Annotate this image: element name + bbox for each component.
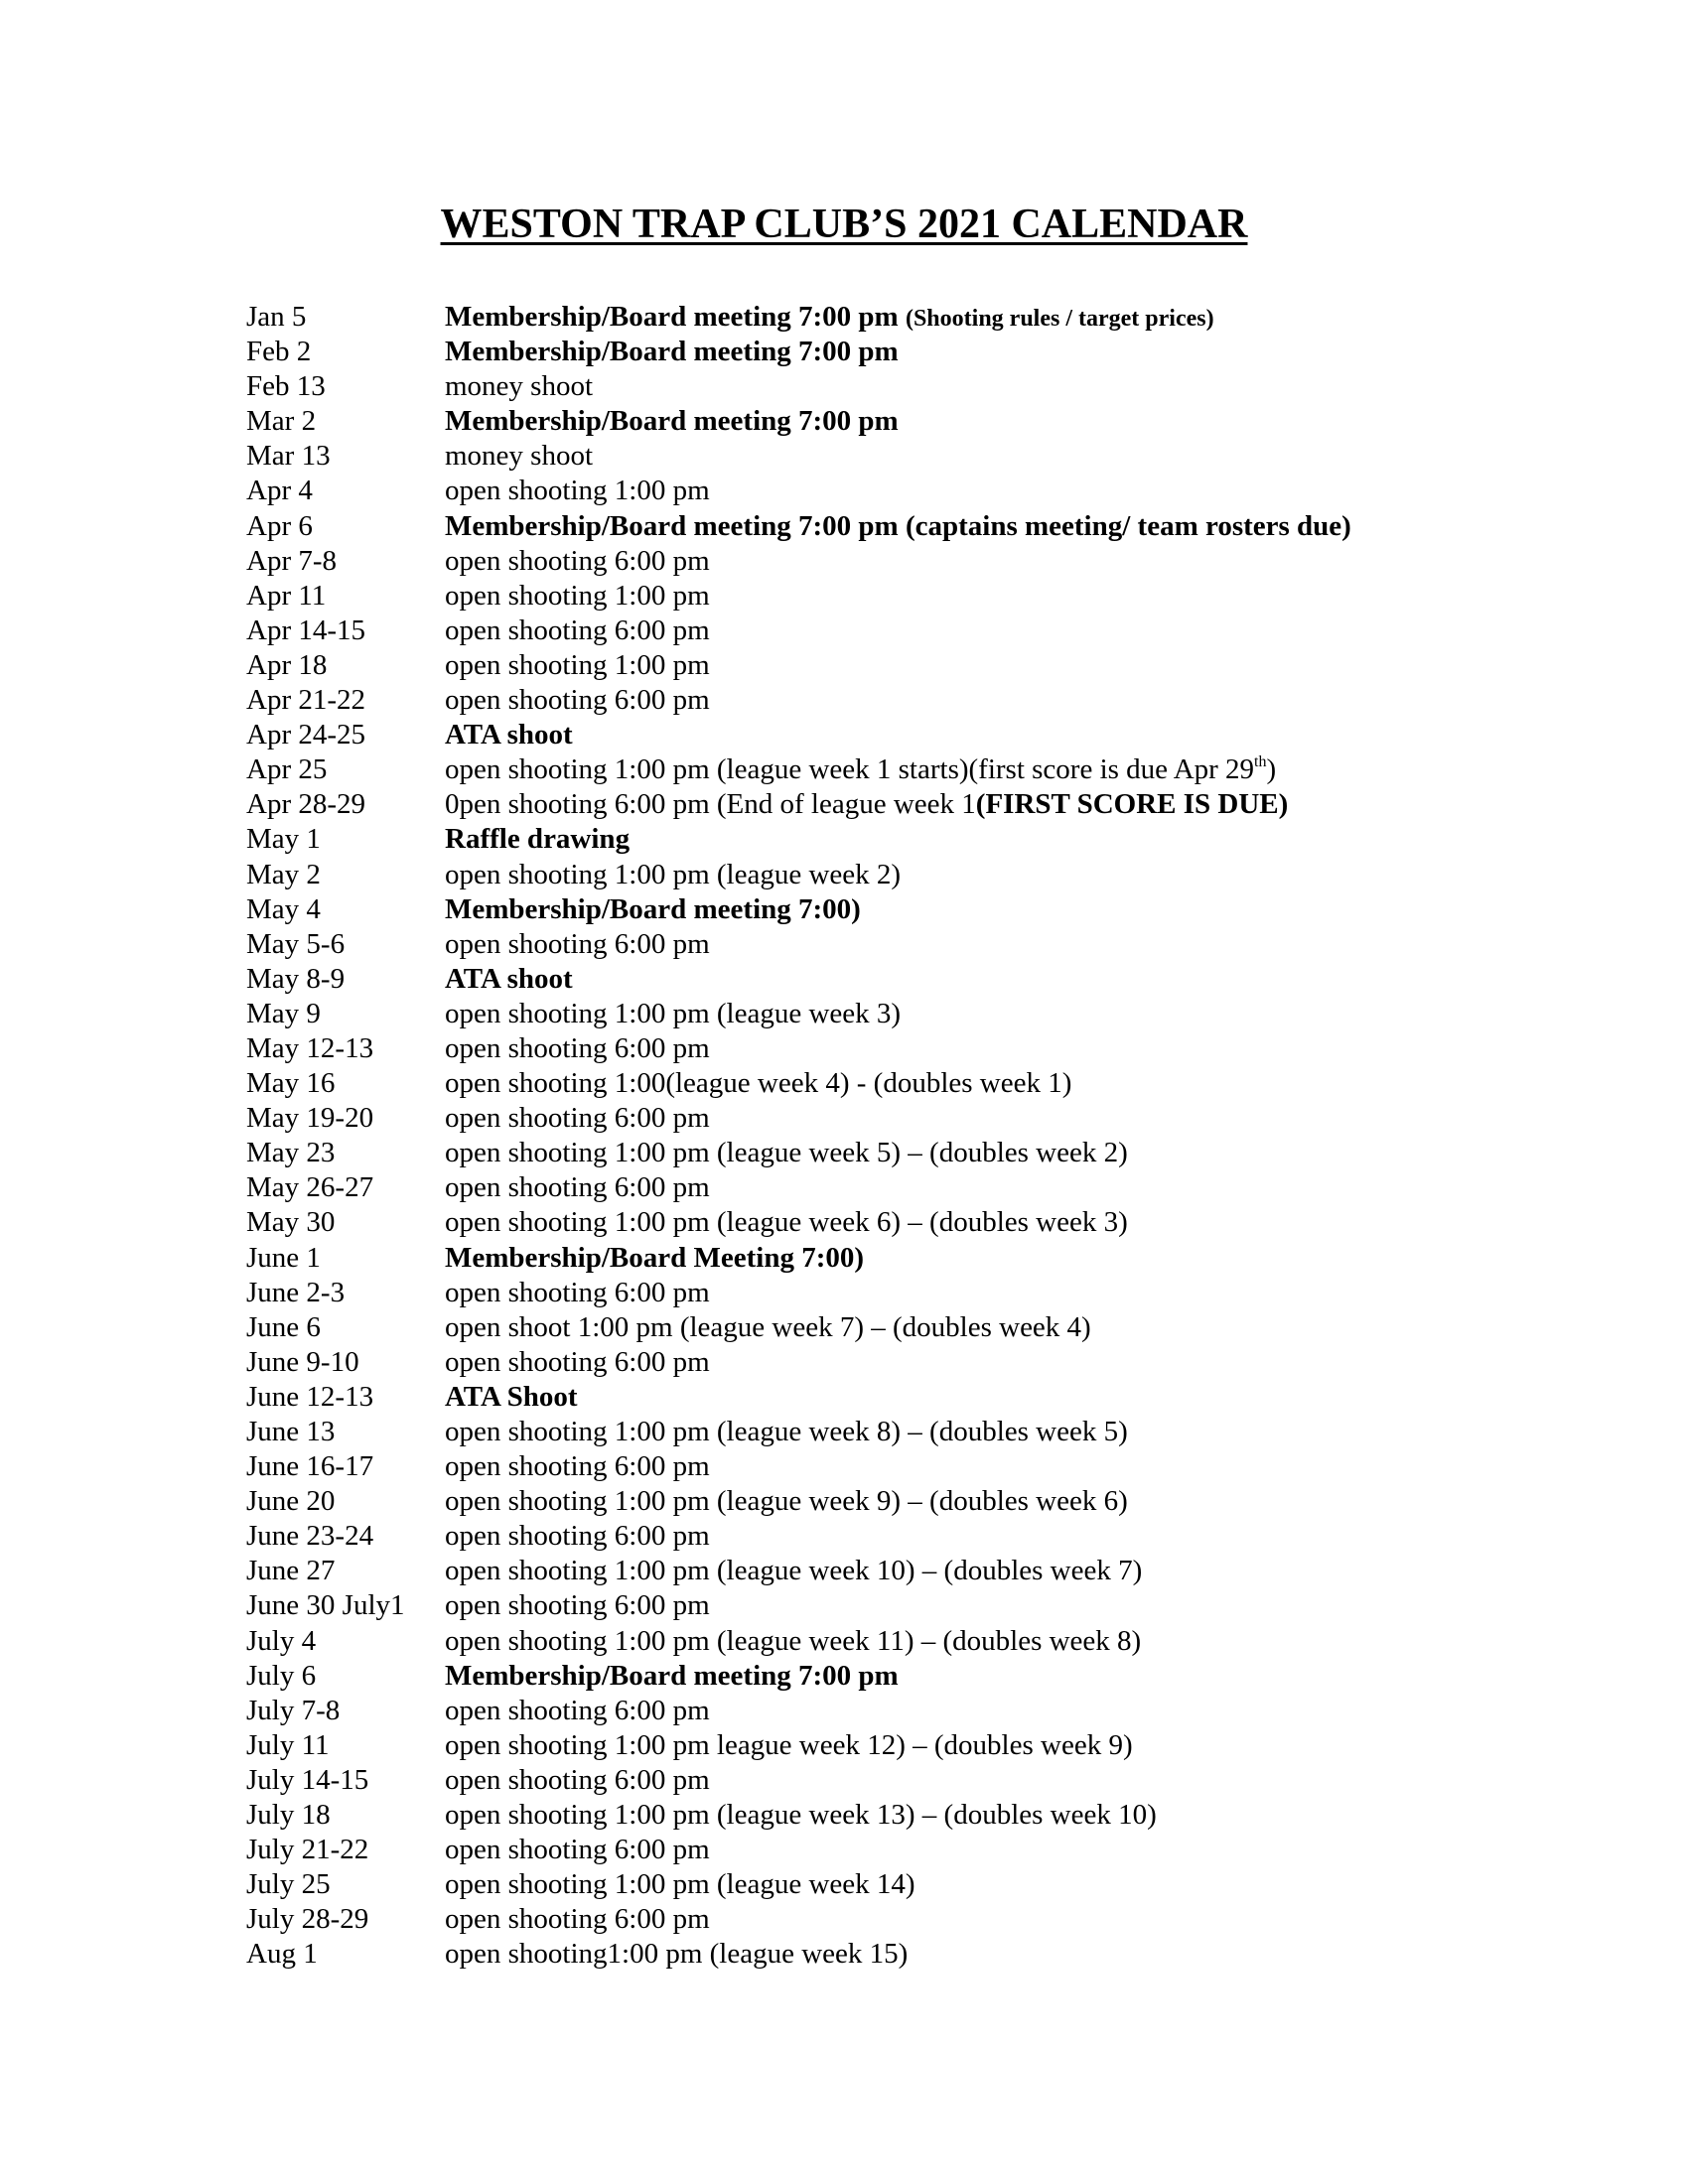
schedule-event	[445, 1798, 1537, 1833]
schedule-event	[445, 1659, 1537, 1694]
event-text: Raffle drawing	[445, 823, 631, 856]
event-text: open shooting 1:00 pm league week 12) – (doubles week 9)	[445, 1728, 1133, 1761]
schedule-row	[246, 1031, 1537, 1066]
schedule-date: July 18	[246, 1799, 331, 1832]
schedule-row	[246, 1449, 1537, 1484]
event-text: open shooting 6:00 pm	[445, 684, 710, 717]
schedule-row	[246, 439, 1537, 474]
schedule-row	[246, 962, 1537, 997]
schedule-date: Feb 2	[246, 336, 312, 368]
schedule-event	[445, 1588, 1537, 1623]
schedule-row	[246, 752, 1537, 787]
schedule-row	[246, 1205, 1537, 1240]
schedule-row	[246, 1170, 1537, 1205]
schedule-date: Jan 5	[246, 301, 307, 333]
schedule-row	[246, 718, 1537, 752]
schedule-date: May 5-6	[246, 927, 346, 960]
schedule-date: June 6	[246, 1310, 321, 1343]
schedule-date: May 4	[246, 892, 321, 925]
schedule-event	[445, 335, 1537, 369]
schedule-event	[445, 1484, 1537, 1519]
schedule-row	[246, 1066, 1537, 1101]
superscript-text: th	[1254, 752, 1267, 770]
event-text: open shooting 6:00 pm	[445, 1171, 710, 1204]
schedule-event	[445, 544, 1537, 579]
schedule-event	[445, 1170, 1537, 1205]
schedule-date: July 21-22	[246, 1834, 369, 1866]
schedule-event	[445, 927, 1537, 962]
schedule-date: Apr 18	[246, 648, 328, 681]
event-text: open shooting 1:00 pm (league week 3)	[445, 997, 902, 1029]
schedule-date: July 28-29	[246, 1903, 369, 1936]
schedule-date: Apr 4	[246, 475, 313, 507]
schedule-date: May 23	[246, 1137, 336, 1169]
schedule-date: Mar 13	[246, 440, 331, 473]
schedule-date: May 12-13	[246, 1031, 374, 1064]
event-text: open shooting 1:00(league week 4) - (doubles week 1)	[445, 1067, 1072, 1100]
event-text: open shooting1:00 pm (league week 15)	[445, 1938, 909, 1971]
event-text: open shooting 6:00 pm	[445, 1520, 710, 1553]
schedule-row	[246, 369, 1537, 404]
schedule-date: Apr 11	[246, 579, 327, 612]
schedule-date: July 7-8	[246, 1694, 341, 1726]
event-text: open shooting 6:00 pm	[445, 614, 710, 646]
schedule-event	[445, 1415, 1537, 1449]
schedule-event	[445, 683, 1537, 718]
event-text: open shooting 1:00 pm	[445, 579, 710, 612]
event-text: open shooting 1:00 pm (league week 10) – (doubles week 7)	[445, 1555, 1143, 1587]
schedule-event	[445, 752, 1537, 787]
event-text: open shooting 6:00 pm	[445, 1834, 710, 1866]
schedule-date: July 11	[246, 1728, 330, 1761]
schedule-date: May 16	[246, 1067, 336, 1100]
event-text: Membership/Board Meeting 7:00)	[445, 1241, 865, 1274]
schedule-event	[445, 648, 1537, 683]
event-text: open shooting 1:00 pm (league week 6) – (doubles week 3)	[445, 1206, 1128, 1239]
schedule-event	[445, 474, 1537, 508]
schedule-row	[246, 648, 1537, 683]
schedule-row	[246, 858, 1537, 892]
event-text: open shooting 6:00 pm	[445, 1276, 710, 1308]
schedule-date: May 19-20	[246, 1102, 374, 1135]
schedule-row	[246, 927, 1537, 962]
event-text: Membership/Board meeting 7:00 pm	[445, 1659, 899, 1692]
schedule-event	[445, 509, 1537, 544]
schedule-row	[246, 1867, 1537, 1902]
schedule-date: Apr 21-22	[246, 684, 366, 717]
schedule-date: June 20	[246, 1485, 336, 1518]
schedule-event	[445, 1031, 1537, 1066]
schedule-date: Aug 1	[246, 1938, 318, 1971]
event-text: open shooting 1:00 pm (league week 14)	[445, 1868, 915, 1901]
schedule-row	[246, 1380, 1537, 1415]
schedule-date: June 1	[246, 1241, 321, 1274]
schedule-row	[246, 1310, 1537, 1345]
event-text: Membership/Board meeting 7:00 pm	[445, 301, 906, 333]
schedule-event	[445, 369, 1537, 404]
schedule-date: May 8-9	[246, 962, 346, 995]
schedule-event	[445, 1066, 1537, 1101]
schedule-event	[445, 579, 1537, 614]
event-text: open shooting 6:00 pm	[445, 1345, 710, 1378]
schedule-date: Mar 2	[246, 405, 317, 438]
schedule-row	[246, 683, 1537, 718]
schedule-event	[445, 1276, 1537, 1310]
schedule-event	[445, 1519, 1537, 1554]
schedule-event	[445, 787, 1537, 822]
schedule-event	[445, 1136, 1537, 1170]
schedule-event	[445, 1241, 1537, 1276]
schedule-event	[445, 1728, 1537, 1763]
schedule-date: June 13	[246, 1416, 336, 1447]
schedule-row	[246, 1484, 1537, 1519]
event-text: Membership/Board meeting 7:00 pm (captains meeting/ team rosters due)	[445, 509, 1351, 542]
schedule-date: May 30	[246, 1206, 336, 1239]
schedule-row	[246, 1902, 1537, 1937]
schedule-event	[445, 1205, 1537, 1240]
event-text: open shooting 1:00 pm	[445, 475, 710, 507]
schedule-row	[246, 1624, 1537, 1659]
event-text: open shooting 6:00 pm	[445, 1589, 710, 1622]
schedule-row	[246, 1659, 1537, 1694]
schedule-row	[246, 1763, 1537, 1798]
schedule-row	[246, 822, 1537, 857]
schedule-row	[246, 1519, 1537, 1554]
event-text: open shooting 1:00 pm	[445, 648, 710, 681]
event-text: open shooting 6:00 pm	[445, 1903, 710, 1936]
schedule-event	[445, 1694, 1537, 1728]
schedule-event	[445, 1833, 1537, 1867]
schedule-row	[246, 787, 1537, 822]
schedule-event	[445, 1449, 1537, 1484]
schedule-row	[246, 404, 1537, 439]
event-text: open shooting 6:00 pm	[445, 544, 710, 577]
schedule-date: May 1	[246, 823, 321, 856]
event-text: ATA shoot	[445, 719, 573, 751]
event-text: ATA shoot	[445, 962, 573, 995]
schedule-date: May 26-27	[246, 1171, 374, 1204]
schedule-event	[445, 1345, 1537, 1380]
event-text: open shooting 6:00 pm	[445, 1450, 710, 1483]
event-text: open shooting 1:00 pm (league week 1 starts)(first score is due Apr 29	[445, 753, 1255, 786]
schedule-event	[445, 718, 1537, 752]
schedule-row	[246, 1101, 1537, 1136]
schedule-event	[445, 1624, 1537, 1659]
event-text: open shooting 6:00 pm	[445, 1763, 710, 1796]
schedule-row	[246, 1728, 1537, 1763]
schedule-date: Apr 7-8	[246, 544, 338, 577]
schedule-row	[246, 1798, 1537, 1833]
schedule-date: June 16-17	[246, 1450, 374, 1483]
schedule-event	[445, 1867, 1537, 1902]
schedule-row	[246, 544, 1537, 579]
schedule-date: June 27	[246, 1555, 336, 1587]
event-text: open shooting 1:00 pm (league week 8) – (doubles week 5)	[445, 1416, 1128, 1447]
schedule-date: June 2-3	[246, 1276, 346, 1308]
schedule-row	[246, 1241, 1537, 1276]
schedule-event	[445, 1310, 1537, 1345]
schedule-date: Apr 25	[246, 753, 328, 786]
schedule-date: Apr 14-15	[246, 614, 366, 646]
schedule-event	[445, 1763, 1537, 1798]
event-text: Membership/Board meeting 7:00 pm	[445, 336, 899, 368]
schedule-row	[246, 1276, 1537, 1310]
schedule-event	[445, 404, 1537, 439]
event-text: money shoot	[445, 370, 594, 403]
schedule-row	[246, 579, 1537, 614]
schedule-date: Apr 24-25	[246, 719, 366, 751]
schedule-date: July 14-15	[246, 1763, 369, 1796]
schedule-date: June 12-13	[246, 1380, 374, 1413]
schedule-date: May 2	[246, 858, 321, 890]
event-text: Membership/Board meeting 7:00 pm	[445, 405, 899, 438]
schedule-event	[445, 997, 1537, 1031]
schedule-row	[246, 509, 1537, 544]
event-text: open shoot 1:00 pm (league week 7) – (doubles week 4)	[445, 1310, 1091, 1343]
schedule-date: June 30 July1	[246, 1589, 405, 1622]
schedule-event	[445, 300, 1537, 335]
event-text: Membership/Board meeting 7:00)	[445, 892, 861, 925]
schedule-date: May 9	[246, 997, 321, 1029]
schedule-row	[246, 1937, 1537, 1972]
schedule-event	[445, 962, 1537, 997]
event-text: (FIRST SCORE IS DUE)	[975, 788, 1289, 821]
schedule-event	[445, 1554, 1537, 1588]
page-title: WESTON TRAP CLUB’S 2021 CALENDAR	[440, 202, 1248, 247]
schedule-date: July 4	[246, 1624, 317, 1657]
event-text: open shooting 1:00 pm (league week 9) – (doubles week 6)	[445, 1485, 1128, 1518]
schedule-row	[246, 474, 1537, 508]
schedule-row	[246, 1136, 1537, 1170]
schedule-row	[246, 1588, 1537, 1623]
event-text: open shooting 6:00 pm	[445, 927, 710, 960]
event-text: (Shooting rules / target prices)	[905, 306, 1214, 332]
schedule-row	[246, 1345, 1537, 1380]
event-text: ATA Shoot	[445, 1380, 578, 1413]
schedule-event	[445, 439, 1537, 474]
event-text: )	[1266, 753, 1277, 786]
schedule-event	[445, 822, 1537, 857]
schedule-date: July 6	[246, 1659, 317, 1692]
event-text: open shooting 6:00 pm	[445, 1031, 710, 1064]
schedule-date: July 25	[246, 1868, 331, 1901]
event-text: open shooting 1:00 pm (league week 2)	[445, 858, 902, 890]
schedule-event	[445, 1937, 1537, 1972]
schedule-event	[445, 858, 1537, 892]
event-text: money shoot	[445, 440, 594, 473]
schedule-row	[246, 300, 1537, 335]
schedule-list	[246, 300, 1537, 1973]
schedule-event	[445, 614, 1537, 648]
event-text: open shooting 6:00 pm	[445, 1102, 710, 1135]
event-text: open shooting 1:00 pm (league week 5) – (doubles week 2)	[445, 1137, 1128, 1169]
event-text: open shooting 6:00 pm	[445, 1694, 710, 1726]
schedule-event	[445, 1380, 1537, 1415]
schedule-row	[246, 614, 1537, 648]
schedule-row	[246, 1554, 1537, 1588]
schedule-event	[445, 1902, 1537, 1937]
schedule-date: Feb 13	[246, 370, 326, 403]
schedule-row	[246, 335, 1537, 369]
schedule-date: June 23-24	[246, 1520, 374, 1553]
schedule-event	[445, 1101, 1537, 1136]
schedule-row	[246, 1833, 1537, 1867]
event-text: 0pen shooting 6:00 pm (End of league week 1	[445, 788, 976, 821]
event-text: open shooting 1:00 pm (league week 11) – (doubles week 8)	[445, 1624, 1142, 1657]
schedule-date: June 9-10	[246, 1345, 359, 1378]
schedule-date: Apr 28-29	[246, 788, 366, 821]
schedule-row	[246, 1415, 1537, 1449]
schedule-row	[246, 892, 1537, 927]
schedule-row	[246, 1694, 1537, 1728]
schedule-row	[246, 997, 1537, 1031]
schedule-date: Apr 6	[246, 509, 313, 542]
event-text: open shooting 1:00 pm (league week 13) – (doubles week 10)	[445, 1799, 1157, 1832]
schedule-event	[445, 892, 1537, 927]
